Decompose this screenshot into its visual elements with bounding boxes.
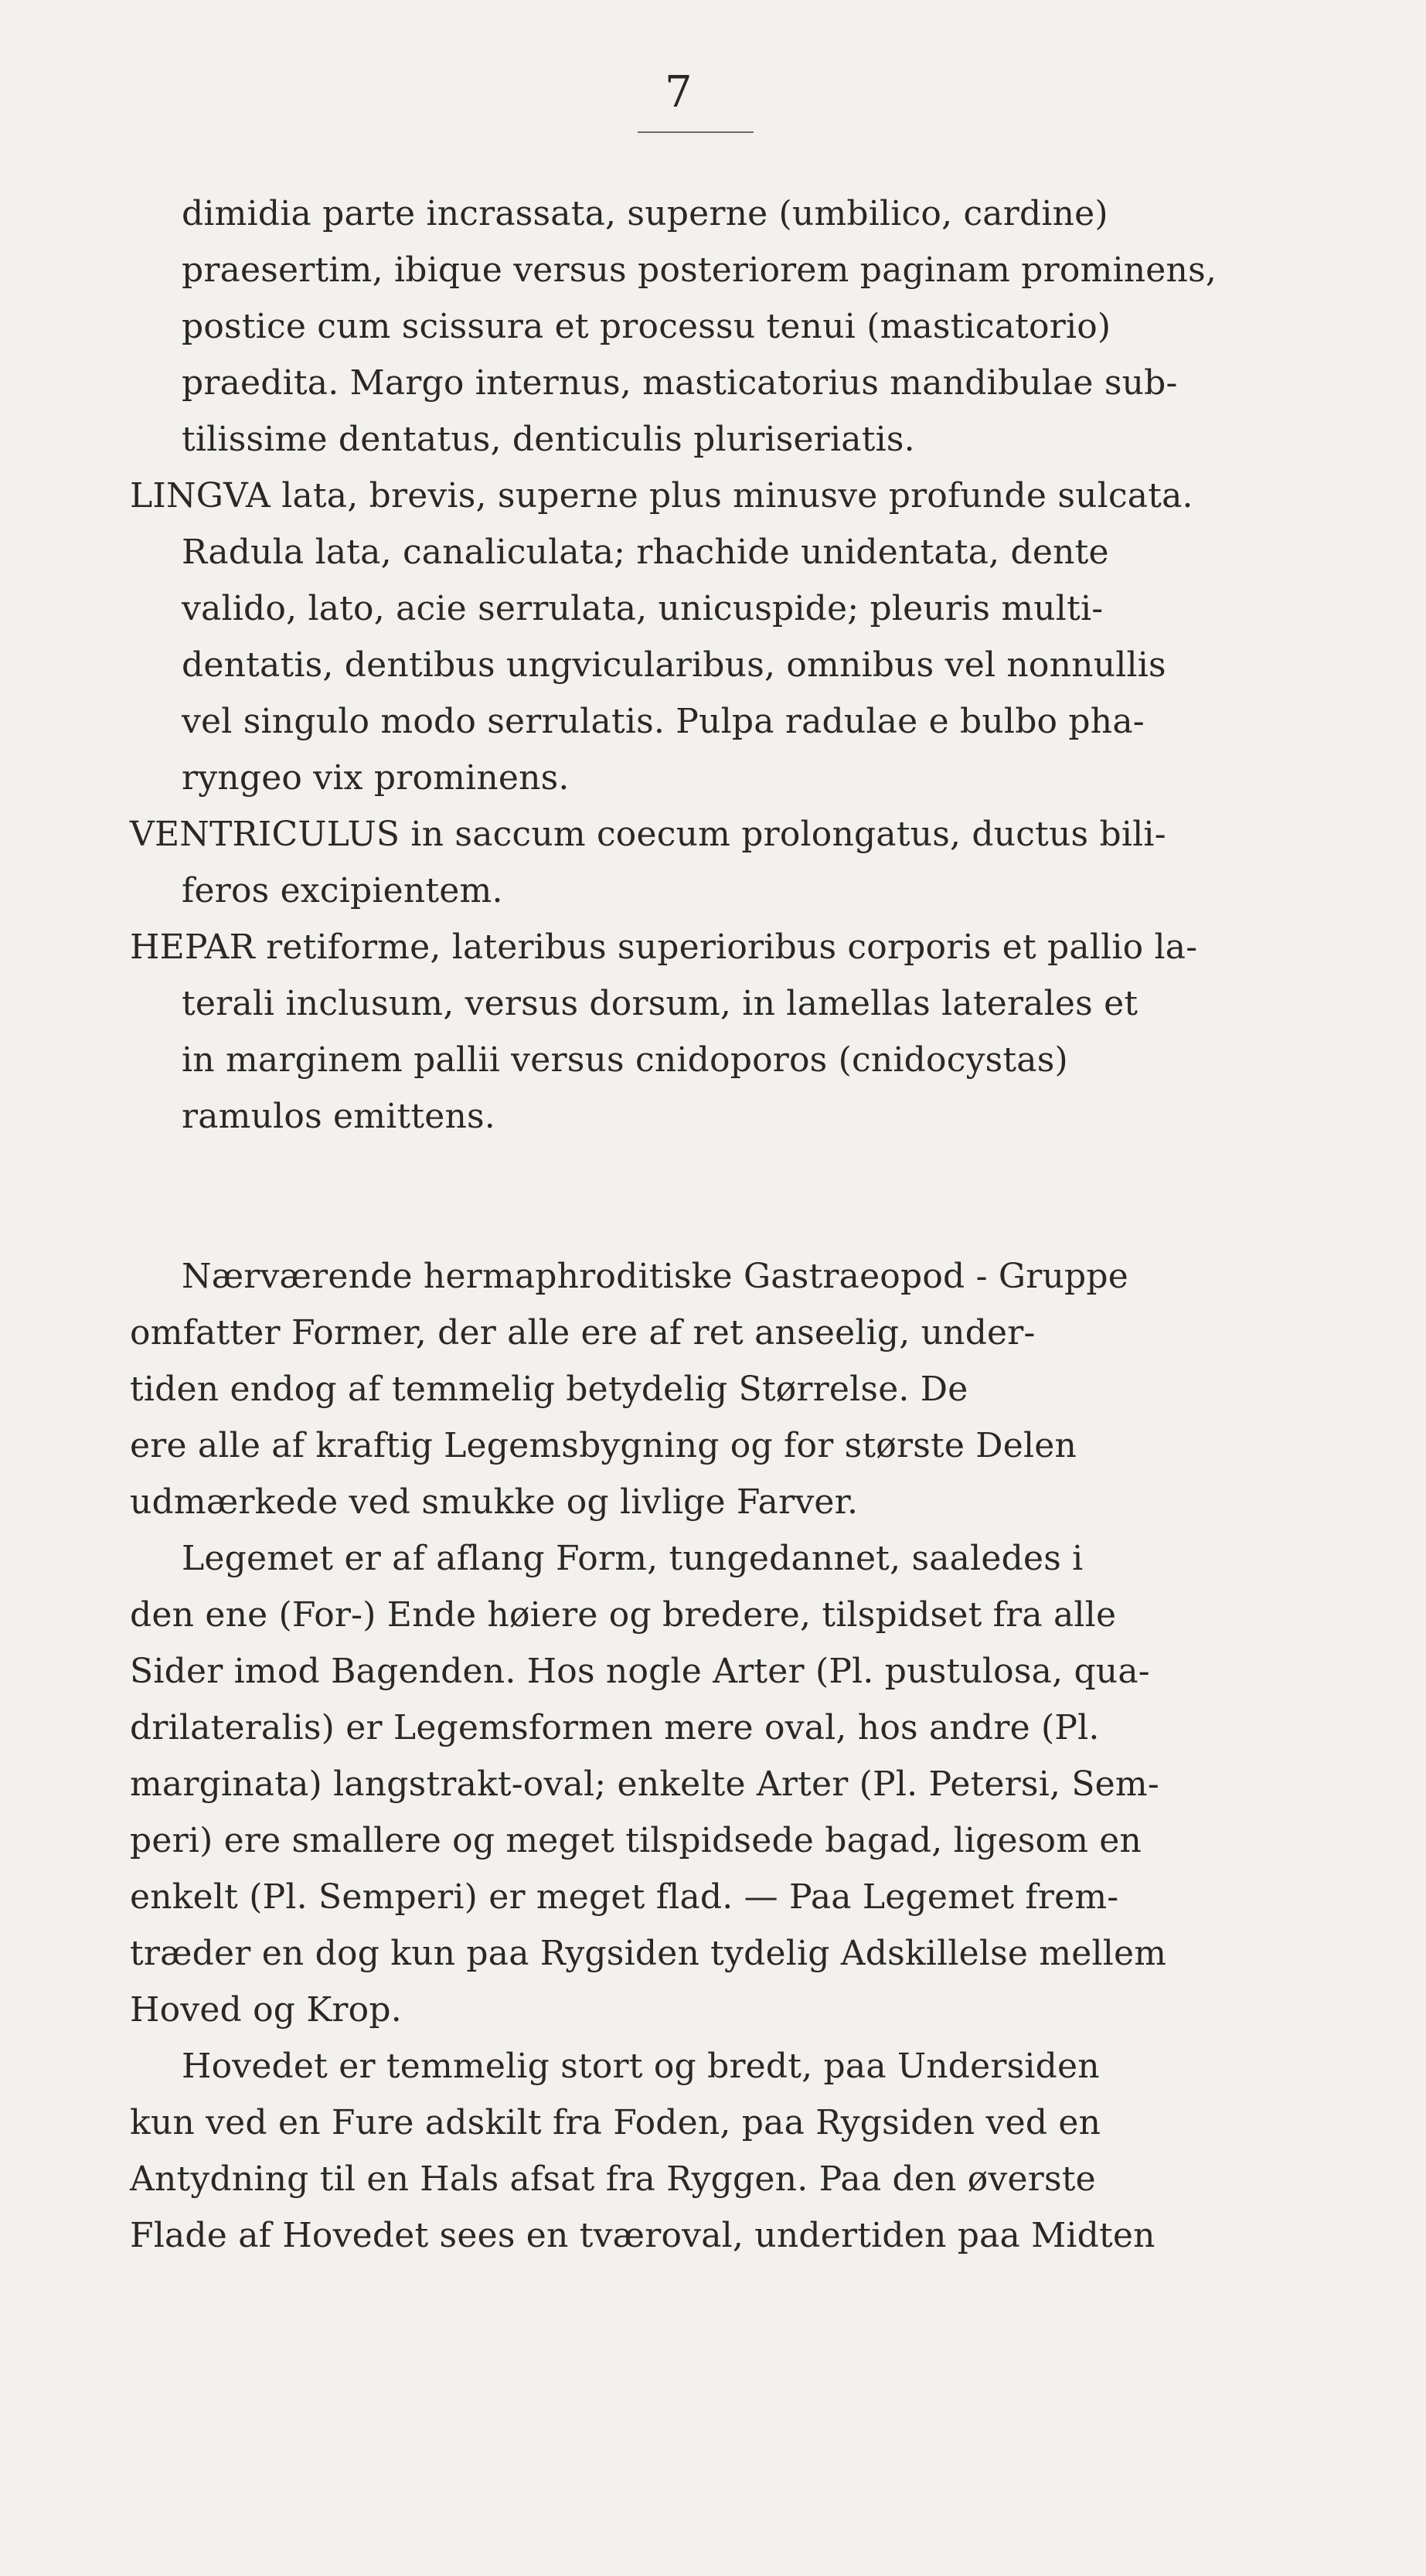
page-number: 7 — [665, 67, 693, 117]
text-line: den ene (For-) Ende høiere og bredere, tilspidset fra alle — [130, 1595, 1117, 1635]
text-line: valido, lato, acie serrulata, unicuspide; pleuris multi- — [182, 589, 1104, 628]
text-line: LINGVA lata, brevis, superne plus minusve profunde sulcata. — [130, 476, 1193, 516]
text-line: ere alle af kraftig Legemsbygning og for største Delen — [130, 1426, 1077, 1465]
text-line: træder en dog kun paa Rygsiden tydelig Adskillelse mellem — [130, 1934, 1167, 1973]
text-line: Hoved og Krop. — [130, 1990, 402, 2030]
text-line: dentatis, dentibus ungvicularibus, omnibus vel nonnullis — [182, 645, 1166, 685]
text-line: VENTRICULUS in saccum coecum prolongatus, ductus bili- — [130, 815, 1166, 854]
text-line: vel singulo modo serrulatis. Pulpa radulae e bulbo pha- — [182, 702, 1145, 741]
text-line: kun ved en Fure adskilt fra Foden, paa Rygsiden ved en — [130, 2103, 1101, 2142]
text-line: tilissime dentatus, denticulis pluriseriatis. — [182, 420, 915, 459]
text-line: drilateralis) er Legemsformen mere oval, hos andre (Pl. — [130, 1708, 1100, 1747]
text-line: in marginem pallii versus cnidoporos (cnidocystas) — [182, 1040, 1068, 1080]
text-line: praedita. Margo internus, masticatorius mandibulae sub- — [182, 363, 1178, 403]
text-line: terali inclusum, versus dorsum, in lamellas laterales et — [182, 984, 1138, 1023]
header-rule — [638, 131, 754, 133]
danish-description — [130, 1248, 1301, 2264]
text-line: Hovedet er temmelig stort og bredt, paa Undersiden — [182, 2047, 1100, 2086]
text-line: ramulos emittens. — [182, 1097, 495, 1136]
text-line: tiden endog af temmelig betydelig Størrelse. De — [130, 1370, 968, 1409]
text-line: ryngeo vix prominens. — [182, 758, 570, 798]
text-line: Nærværende hermaphroditiske Gastraeopod - Gruppe — [182, 1257, 1128, 1296]
text-line: Antydning til en Hals afsat fra Ryggen. Paa den øverste — [130, 2159, 1096, 2199]
text-line: Legemet er af aflang Form, tungedannet, saaledes i — [182, 1539, 1084, 1578]
text-line: Radula lata, canaliculata; rhachide unidentata, dente — [182, 533, 1109, 572]
text-line: praesertim, ibique versus posteriorem paginam prominens, — [182, 250, 1217, 290]
text-line: marginata) langstrakt-oval; enkelte Arter (Pl. Petersi, Sem- — [130, 1764, 1159, 1804]
latin-description — [130, 185, 1301, 1145]
text-line: Flade af Hovedet sees en tværoval, undertiden paa Midten — [130, 2216, 1155, 2255]
text-line: HEPAR retiforme, lateribus superioribus corporis et pallio la- — [130, 927, 1198, 967]
text-line: dimidia parte incrassata, superne (umbilico, cardine) — [182, 194, 1108, 233]
text-line: enkelt (Pl. Semperi) er meget flad. — Paa Legemet frem- — [130, 1877, 1119, 1917]
text-line: omfatter Former, der alle ere af ret anseelig, under- — [130, 1313, 1036, 1353]
text-line: udmærkede ved smukke og livlige Farver. — [130, 1482, 859, 1522]
text-line: peri) ere smallere og meget tilspidsede bagad, ligesom en — [130, 1821, 1142, 1860]
text-line: Sider imod Bagenden. Hos nogle Arter (Pl. pustulosa, qua- — [130, 1652, 1150, 1691]
text-line: postice cum scissura et processu tenui (masticatorio) — [182, 307, 1111, 346]
text-line: feros excipientem. — [182, 871, 503, 910]
